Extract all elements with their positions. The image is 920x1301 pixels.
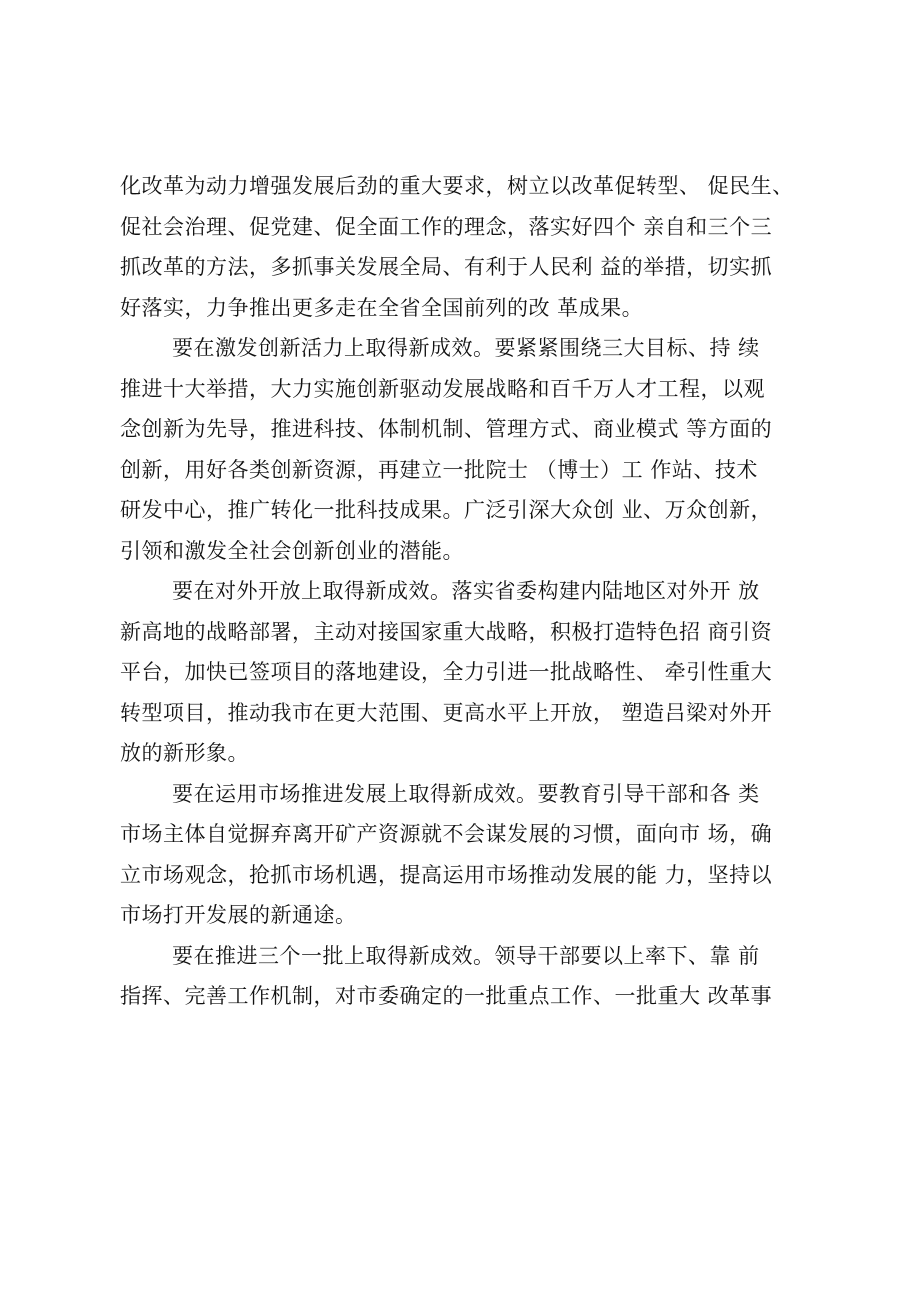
paragraph-start-line: 要在运用市场推进发展上取得新成效。要教育引导干部和各 类 [172,781,760,806]
paragraph-start-line: 要在激发创新活力上取得新成效。要紧紧围绕三大目标、持 续 [172,336,760,360]
text-line: 转型项目，推动我市在更大范围、更高水平上开放， 塑造吕梁对外开 [120,700,773,725]
text-line: 立市场观念，抢抓市场机遇，提高运用市场推动发展的能 力，坚持以 [120,862,773,887]
text-line: 新高地的战略部署，主动对接国家重大战略，积极打造特色招 商引资 [120,619,773,644]
text-line: 好落实，力争推出更多走在全省全国前列的改 革成果。 [120,295,644,320]
document-body [120,166,840,1017]
text-line: 研发中心，推广转化一批科技成果。广泛引深大众创 业、万众创新， [120,498,773,522]
text-line: 促社会治理、促党建、促全面工作的理念，落实好四个 亲自和三个三 [120,214,773,239]
text-line: 市场打开发展的新通途。 [120,903,357,927]
paragraph-start-line: 要在对外开放上取得新成效。落实省委构建内陆地区对外开 放 [172,579,760,603]
text-line: 市场主体自觉摒弃离开矿产资源就不会谋发展的习惯，面向市 场，确 [120,822,773,846]
text-line: 指挥、完善工作机制，对市委确定的一批重点工作、一批重大 改革事 [120,984,773,1008]
text-line: 推进十大举措，大力实施创新驱动发展战略和百千万人才工程，以观 [120,376,765,401]
text-line: 化改革为动力增强发展后劲的重大要求，树立以改革促转型、 促民生、 [120,174,794,198]
text-line: 放的新形象。 [120,741,249,765]
text-line: 创新，用好各类创新资源，再建立一批院士 （博士）工 作站、技术 [120,457,758,482]
text-line: 平台，加快已签项目的落地建设，全力引进一批战略性、 牵引性重大 [120,660,773,684]
text-line: 念创新为先导，推进科技、体制机制、管理方式、商业模式 等方面的 [120,417,773,441]
paragraph-start-line: 要在推进三个一批上取得新成效。领导干部要以上率下、靠 前 [172,943,760,968]
text-line: 引领和激发全社会创新创业的潜能。 [120,538,464,563]
text-line: 抓改革的方法，多抓事关发展全局、有利于人民利 益的举措，切实抓 [120,255,773,279]
